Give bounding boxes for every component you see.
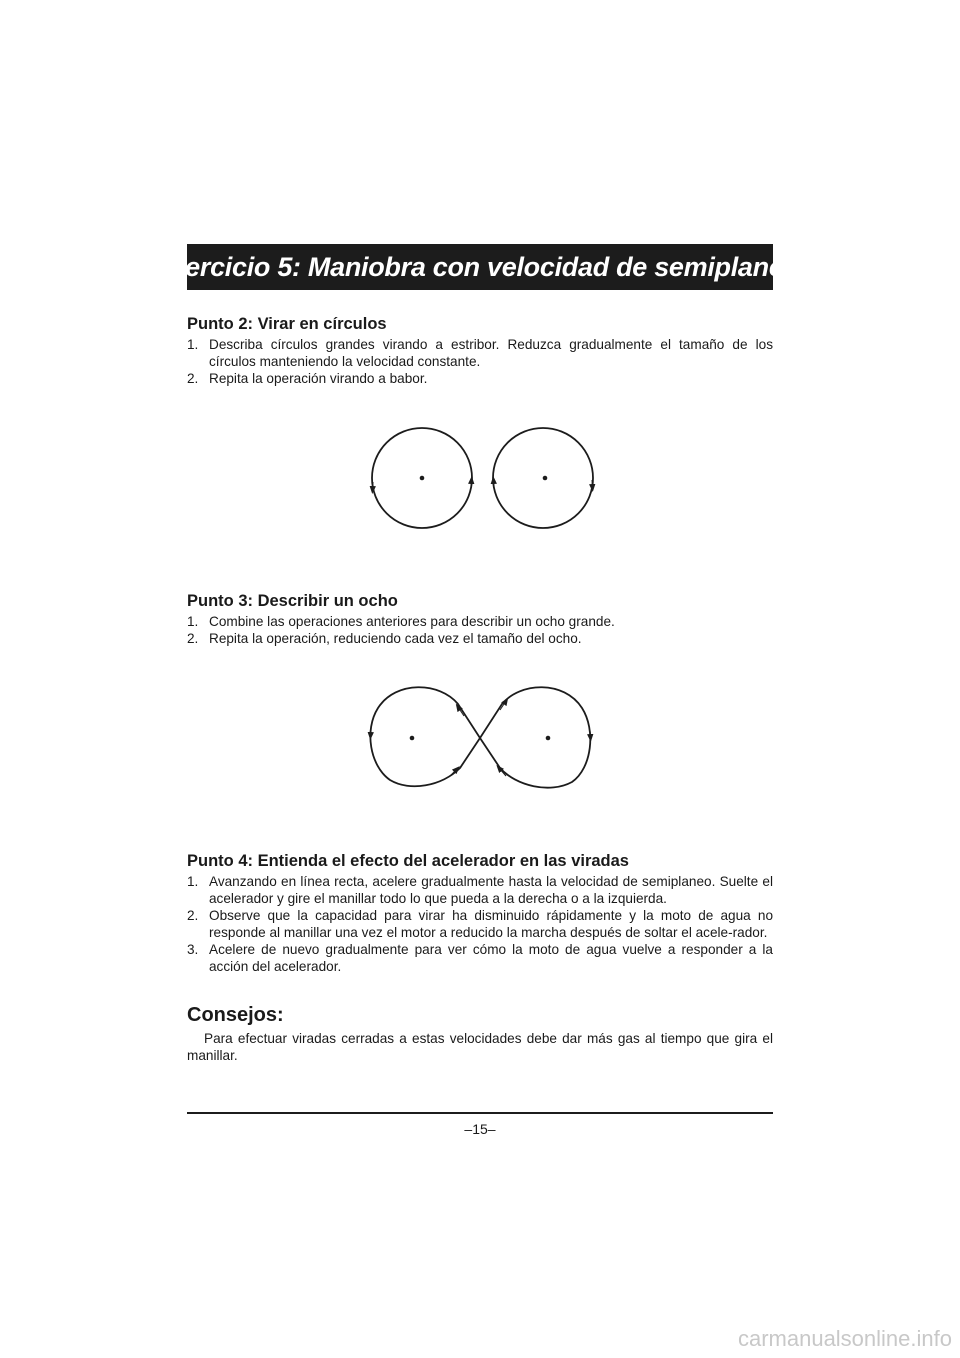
port-circle: [493, 428, 593, 528]
arrowhead-icon: [592, 480, 593, 488]
tips-text: Para efectuar viradas cerradas a estas velocidades debe dar más gas al tiempo que gira el manillar.: [187, 1031, 773, 1063]
section-title: Punto 3: Describir un ocho: [187, 592, 398, 610]
center-dot: [543, 476, 548, 481]
tips-section: [187, 1003, 773, 1064]
eight-path: [370, 687, 590, 787]
list-item: 1. Combine las operaciones anteriores para describir un ocho grande.: [187, 614, 615, 629]
center-dot: [420, 476, 425, 481]
arrowhead-icon: [373, 482, 374, 490]
list-item: 2. Repita la operación, reduciendo cada vez el tamaño del ocho.: [187, 631, 582, 646]
chapter-title: Ejercicio 5: Maniobra con velocidad de semiplaneo: [160, 251, 800, 282]
watermark: carmanualsonline.info: [737, 1326, 952, 1351]
step-list: [187, 613, 773, 647]
center-dot: [546, 736, 551, 741]
list-item: 2. Repita la operación virando a babor.: [187, 371, 428, 386]
figure-eight-diagram: [360, 680, 610, 800]
list-item: 3. Acelere de nuevo gradualmente para ver cómo la moto de agua vuelve a responder a la acción del acelerador.: [187, 942, 773, 974]
starboard-circle: [372, 428, 472, 528]
step-list: [187, 873, 773, 975]
arrowhead-icon: [590, 730, 591, 738]
section-title: Punto 2: Virar en círculos: [187, 315, 387, 333]
list-item: 1. Avanzando en línea recta, acelere gradualmente hasta la velocidad de semiplaneo. Suelte el acelerador y gire el manillar todo lo que pueda a la derecha o a la izquierda.: [187, 874, 773, 906]
page-number: –15–: [464, 1121, 496, 1137]
tips-title: Consejos:: [187, 1004, 284, 1026]
arrowhead-icon: [471, 480, 472, 488]
footer-divider: [187, 1112, 773, 1114]
step-list: [187, 336, 773, 387]
list-item: 1. Describa círculos grandes virando a estribor. Reduzca gradualmente el tamaño de los círculos manteniendo la velocidad constante.: [187, 337, 773, 369]
chapter-banner: [160, 244, 800, 290]
center-dot: [410, 736, 415, 741]
arrowhead-icon: [494, 480, 495, 488]
section-punto-3: [187, 591, 773, 647]
circles-diagram: [360, 420, 610, 540]
section-title: Punto 4: Entienda el efecto del acelerador en las viradas: [187, 852, 629, 870]
section-punto-4: [187, 851, 773, 975]
section-punto-2: [187, 314, 773, 387]
list-item: 2. Observe que la capacidad para virar ha disminuido rápidamente y la moto de agua no responde al manillar una vez el motor a reducido la marcha después de soltar el acele-rador.: [187, 908, 773, 940]
arrowhead-icon: [371, 728, 372, 736]
